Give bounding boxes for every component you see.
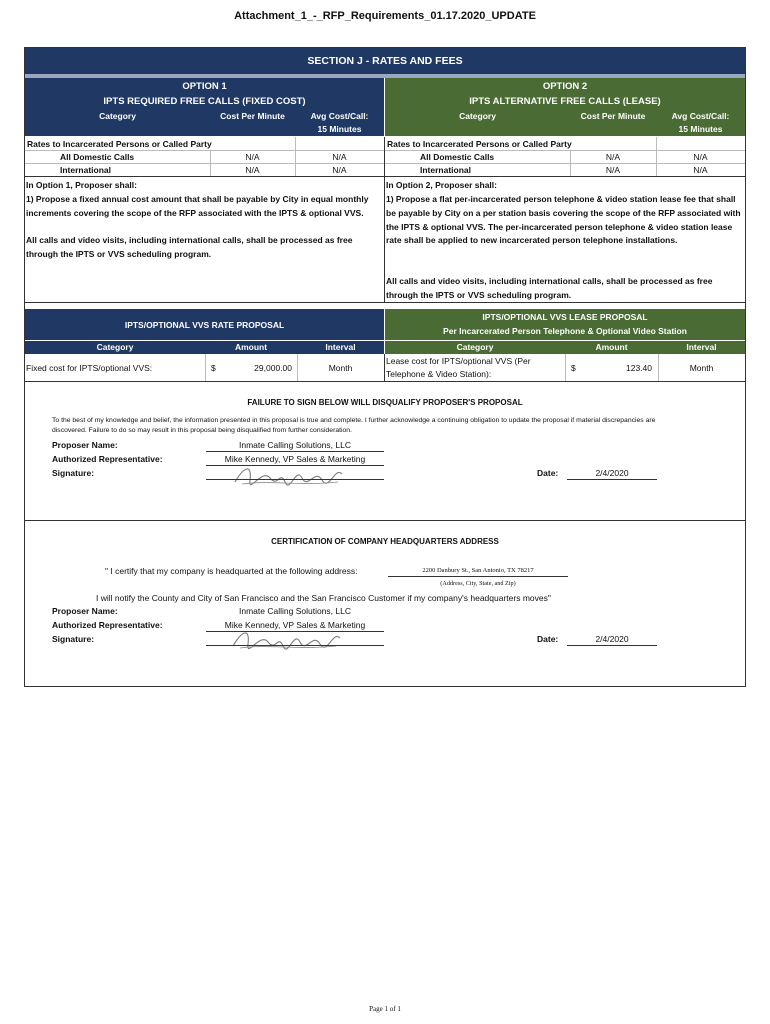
cert-notify-text: I will notify the County and City of San Francisco and the San Francisco Customer if my company's headquarters moves" (96, 593, 551, 603)
option1-row-cost: N/A (245, 152, 260, 162)
option1-proposal-row-interval: Month (328, 363, 353, 373)
option1-row-category: All Domestic Calls (60, 152, 135, 162)
cert-address-value: 2200 Danbury St., San Antonio, TX 78217 (422, 567, 534, 574)
cert-date-value: 2/4/2020 (595, 634, 629, 644)
sig-signature-line (206, 479, 384, 480)
option1-shall-p1: 1) Propose a fixed annual cost amount that shall be payable by City in equal monthly increments covering the scope of the RFP associated with the IPTS & optional VVS. (26, 194, 369, 218)
option1-col-avg-line2: 15 Minutes (317, 124, 362, 134)
sig-date-value: 2/4/2020 (595, 468, 629, 478)
cert-proposer-label: Proposer Name: (52, 606, 118, 616)
option1-proposal-col-category: Category (96, 342, 134, 352)
option2-col-category: Category (459, 111, 496, 121)
cert-rep-value: Mike Kennedy, VP Sales & Marketing (224, 620, 366, 630)
cert-date-line (567, 645, 657, 646)
option2-shall-p2: All calls and video visits, including international calls, shall be processed as free through the IPTS or VVS scheduling program. (386, 276, 713, 300)
option2-row-cost: N/A (605, 152, 621, 162)
option2-col-cost: Cost Per Minute (580, 111, 646, 121)
option1-proposal-title: IPTS/OPTIONAL VVS RATE PROPOSAL (124, 320, 285, 330)
option1-proposal-row-amount: 29,000.00 (254, 363, 292, 373)
sig-signature-label: Signature: (52, 468, 95, 478)
sig-proposer-line (206, 451, 384, 452)
option1-proposal-col-amount: Amount (234, 342, 268, 352)
sig-rep-value: Mike Kennedy, VP Sales & Marketing (224, 454, 366, 464)
disclaimer-line2: discovered. Failure to do so may result in this proposal being disqualified from further consideration. (52, 427, 352, 434)
option2-col-avg-line1: Avg Cost/Call: (671, 111, 730, 121)
option2-proposal-col-amount: Amount (595, 342, 628, 352)
sig-date-label: Date: (537, 468, 559, 478)
option1-proposal-row-category: Fixed cost for IPTS/optional VVS: (26, 363, 153, 373)
option2-rates-header: Rates to Incarcerated Persons or Called Party (387, 139, 572, 149)
option2-proposal-col-interval: Interval (686, 342, 717, 352)
sig-date-line (567, 479, 657, 480)
option1-proposal-row-currency: $ (211, 363, 216, 373)
cert-text: " I certify that my company is headquarted at the following address: (105, 566, 358, 576)
option2-subtitle: IPTS ALTERNATIVE FREE CALLS (LEASE) (469, 96, 661, 107)
disclaimer-line1: To the best of my knowledge and belief, the information presented in this proposal is true and complete. I further acknowledge a continuing obligation to update the proposal if material discrepancies are (52, 417, 656, 424)
cert-address-line (388, 576, 568, 577)
option2-label: OPTION 2 (542, 81, 588, 92)
option2-proposal-row-interval: Month (689, 363, 714, 373)
option2-proposal-row-amount: 123.40 (626, 363, 652, 373)
option2-row-avg: N/A (693, 152, 708, 162)
cert-proposer-value: Inmate Calling Solutions, LLC (239, 606, 351, 616)
option1-proposal-col-interval: Interval (325, 342, 356, 352)
cert-rep-label: Authorized Representative: (52, 620, 163, 630)
handwritten-signature-2 (228, 624, 348, 654)
option2-proposal-title-line2: Per Incarcerated Person Telephone & Optional Video Station (443, 326, 687, 336)
rates-grid-bottom (25, 176, 745, 177)
option2-shall-p1: 1) Propose a flat per-incarcerated person telephone & video station lease fee that shall be payable by City on a per station basis covering the scope of the RFP associated with the IPTS & optional VVS. The per-incarcerated person telephone & video station lease rate shall be applied to new incarcerated person telephone installations. (386, 194, 741, 246)
option2-proposal-row-category-line2: Telephone & Video Station): (386, 369, 492, 379)
proposal-vline (205, 354, 206, 381)
option2-shall-title: In Option 2, Proposer shall: (386, 180, 497, 190)
section-title: SECTION J - RATES AND FEES (307, 55, 463, 67)
disqualify-warning: FAILURE TO SIGN BELOW WILL DISQUALIFY PROPOSER'S PROPOSAL (247, 398, 523, 407)
option1-row-cost: N/A (245, 165, 260, 175)
option1-col-category: Category (99, 111, 136, 121)
proposal-divider (384, 354, 385, 381)
option2-row-avg: N/A (693, 165, 708, 175)
handwritten-signature-1 (230, 460, 350, 490)
cert-address-hint: (Address, City, State, and Zip) (440, 580, 516, 587)
option2-row-category: International (420, 165, 472, 175)
option2-row-cost: N/A (605, 165, 621, 175)
page-label: Page 1 of 1 (369, 1005, 401, 1013)
option1-row-avg: N/A (332, 152, 347, 162)
option2-proposal-row-currency: $ (571, 363, 576, 373)
option2-proposal-title-line1: IPTS/OPTIONAL VVS LEASE PROPOSAL (482, 312, 648, 322)
option1-shall-p2: All calls and video visits, including international calls, shall be processed as free through the IPTS or VVS scheduling program. (26, 235, 353, 259)
sig-rep-label: Authorized Representative: (52, 454, 163, 464)
sig-proposer-label: Proposer Name: (52, 440, 118, 450)
cert-signature-label: Signature: (52, 634, 95, 644)
document-title: Attachment_1_-_RFP_Requirements_01.17.2020_UPDATE (234, 10, 536, 22)
option1-shall-title: In Option 1, Proposer shall: (26, 180, 137, 190)
option2-proposal-row-category-line1: Lease cost for IPTS/optional VVS (Per (386, 356, 531, 366)
option2-row-category: All Domestic Calls (420, 152, 495, 162)
option2-col-avg-line2: 15 Minutes (678, 124, 723, 134)
option1-col-cost: Cost Per Minute (220, 111, 285, 121)
proposal-bottom-rule (25, 381, 745, 382)
option2-proposal-col-category: Category (456, 342, 494, 352)
cert-title: CERTIFICATION OF COMPANY HEADQUARTERS ADDRESS (271, 537, 499, 546)
cert-date-label: Date: (537, 634, 559, 644)
sig-proposer-value: Inmate Calling Solutions, LLC (239, 440, 351, 450)
cert-signature-line (206, 645, 384, 646)
section-rule (25, 520, 745, 521)
option-divider (384, 137, 385, 302)
option1-rates-header: Rates to Incarcerated Persons or Called Party (27, 139, 212, 149)
option1-col-avg-line1: Avg Cost/Call: (310, 111, 369, 121)
proposal-top-rule (25, 302, 745, 303)
option1-subtitle: IPTS REQUIRED FREE CALLS (FIXED COST) (103, 96, 306, 107)
option1-row-category: International (60, 165, 112, 175)
option1-row-avg: N/A (332, 165, 347, 175)
proposal-vline (565, 354, 566, 381)
option1-label: OPTION 1 (182, 81, 227, 92)
